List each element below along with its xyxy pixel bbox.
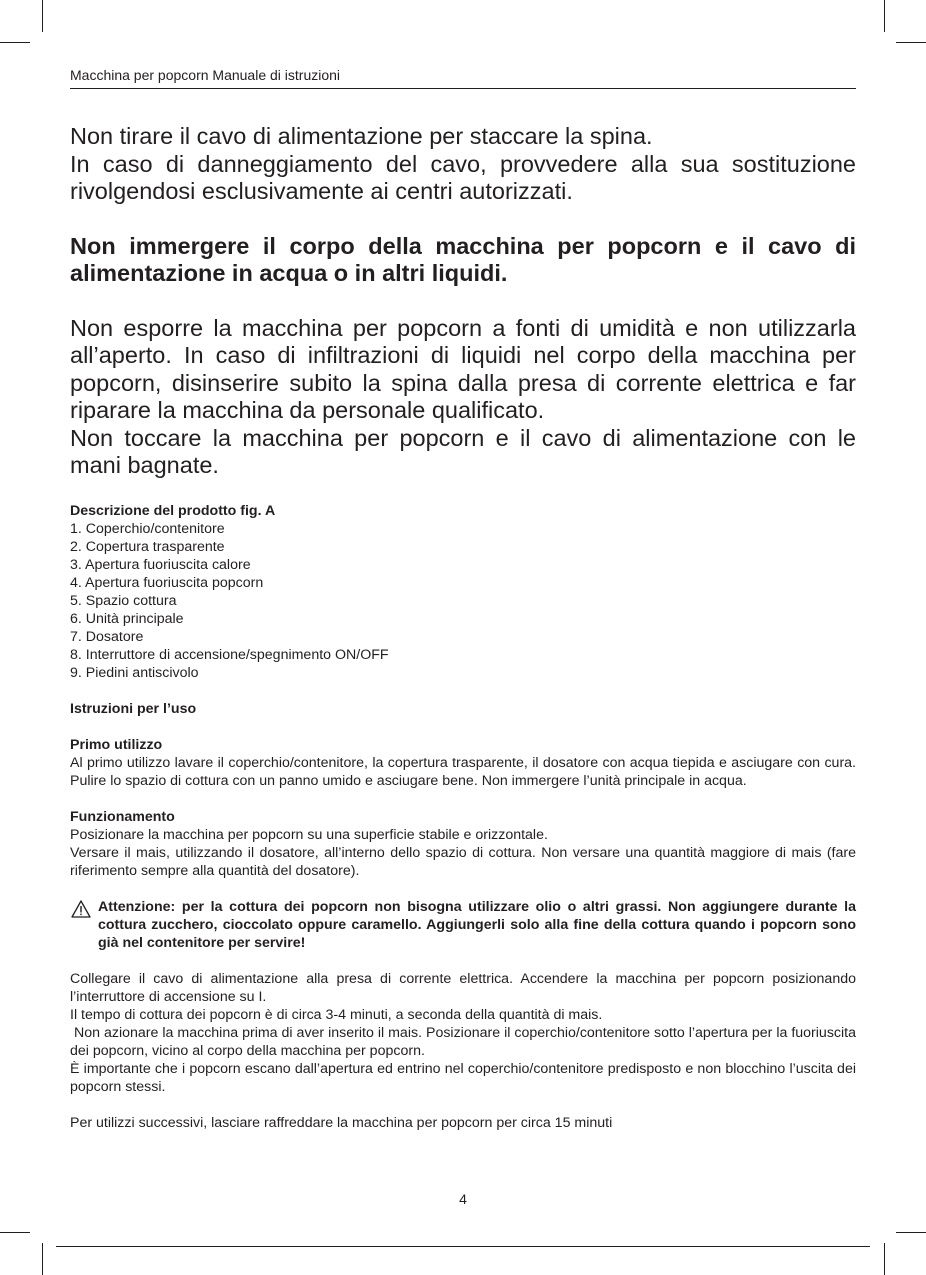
crop-mark [42,1243,43,1275]
instructions-heading: Istruzioni per l’uso [70,700,197,717]
list-item: 3. Apertura fuoriuscita calore [70,556,251,573]
safety-paragraph: Non esporre la macchina per popcorn a fonti di umidità e non utilizzarla all’aperto. In caso di infiltrazioni di liquidi nel corpo della macchina per popcorn, disinserire subito la spina dalla presa di corrente elettrica e far riparare la macchina da personale qualificato. [70,314,856,423]
list-item: 7. Dosatore [70,628,144,645]
first-use-text: Al primo utilizzo lavare il coperchio/contenitore, la copertura trasparente, il dosatore con acqua tiepida e asciugare con cura. Pulire lo spazio di cottura con un panno umido e asciugare bene. Non immergere l’unità principale in acqua. [70,754,856,789]
page-number: 4 [459,1191,467,1207]
instruction-paragraph: Per utilizzi successivi, lasciare raffreddare la macchina per popcorn per circa 15 minuti [70,1114,613,1131]
parts-list [70,520,856,682]
warning-note [70,898,856,952]
instruction-paragraph: È importante che i popcorn escano dall’apertura ed entrino nel coperchio/contenitore predisposto e non blocchino l’uscita dei popcorn stessi. [70,1060,856,1095]
first-use-heading: Primo utilizzo [70,736,163,753]
operation-text: Posizionare la macchina per popcorn su una superficie stabile e orizzontale. [70,826,548,843]
operation-text: Versare il mais, utilizzando il dosatore, all’interno dello spazio di cottura. Non versare una quantità maggiore di mais (fare riferimento sempre alla quantità del dosatore). [70,844,856,879]
operation-heading: Funzionamento [70,808,175,825]
safety-warning-bold: Non immergere il corpo della macchina per popcorn e il cavo di alimentazione in acqua o in altri liquidi. [70,232,856,286]
crop-mark [896,42,926,43]
list-item: 9. Piedini antiscivolo [70,664,199,681]
crop-mark [0,42,30,43]
instruction-paragraph: Il tempo di cottura dei popcorn è di circa 3-4 minuti, a seconda della quantità di mais. [70,1006,603,1023]
list-item: 4. Apertura fuoriuscita popcorn [70,574,264,591]
description-heading: Descrizione del prodotto fig. A [70,502,276,519]
list-item: 5. Spazio cottura [70,592,177,609]
safety-paragraph: In caso di danneggiamento del cavo, provvedere alla sua sostituzione rivolgendosi esclusivamente ai centri autorizzati. [70,150,856,204]
list-item: 8. Interruttore di accensione/spegnimento ON/OFF [70,646,389,663]
safety-paragraph: Non tirare il cavo di alimentazione per staccare la spina. [70,123,653,149]
page-body [70,123,860,1132]
safety-paragraph: Non toccare la macchina per popcorn e il cavo di alimentazione con le mani bagnate. [70,424,856,478]
warning-icon [71,900,91,918]
list-item: 2. Copertura trasparente [70,538,225,555]
instruction-paragraph: Collegare il cavo di alimentazione alla presa di corrente elettrica. Accendere la macchina per popcorn posizionando l’interruttore di accensione su I. [70,970,856,1005]
list-item: 1. Coperchio/contenitore [70,520,225,537]
crop-mark [0,1232,30,1233]
running-header: Macchina per popcorn Manuale di istruzioni [70,67,341,83]
crop-mark [896,1232,926,1233]
instruction-paragraph: Non azionare la macchina prima di aver inserito il mais. Posizionare il coperchio/contenitore sotto l’apertura per la fuoriuscita dei popcorn, vicino al corpo della macchina per popcorn. [70,1024,860,1059]
header-divider [70,88,856,89]
warning-text: Attenzione: per la cottura dei popcorn non bisogna utilizzare olio o altri grassi. Non aggiungere durante la cottura zucchero, cioccolato oppure caramello. Aggiungerli solo alla fine della cottura quando i popcorn sono già nel contenitore per servire! [98,898,856,951]
footer-divider [56,1246,870,1247]
list-item: 6. Unità principale [70,610,184,627]
crop-mark [884,0,885,32]
crop-mark [42,0,43,32]
crop-mark [884,1243,885,1275]
